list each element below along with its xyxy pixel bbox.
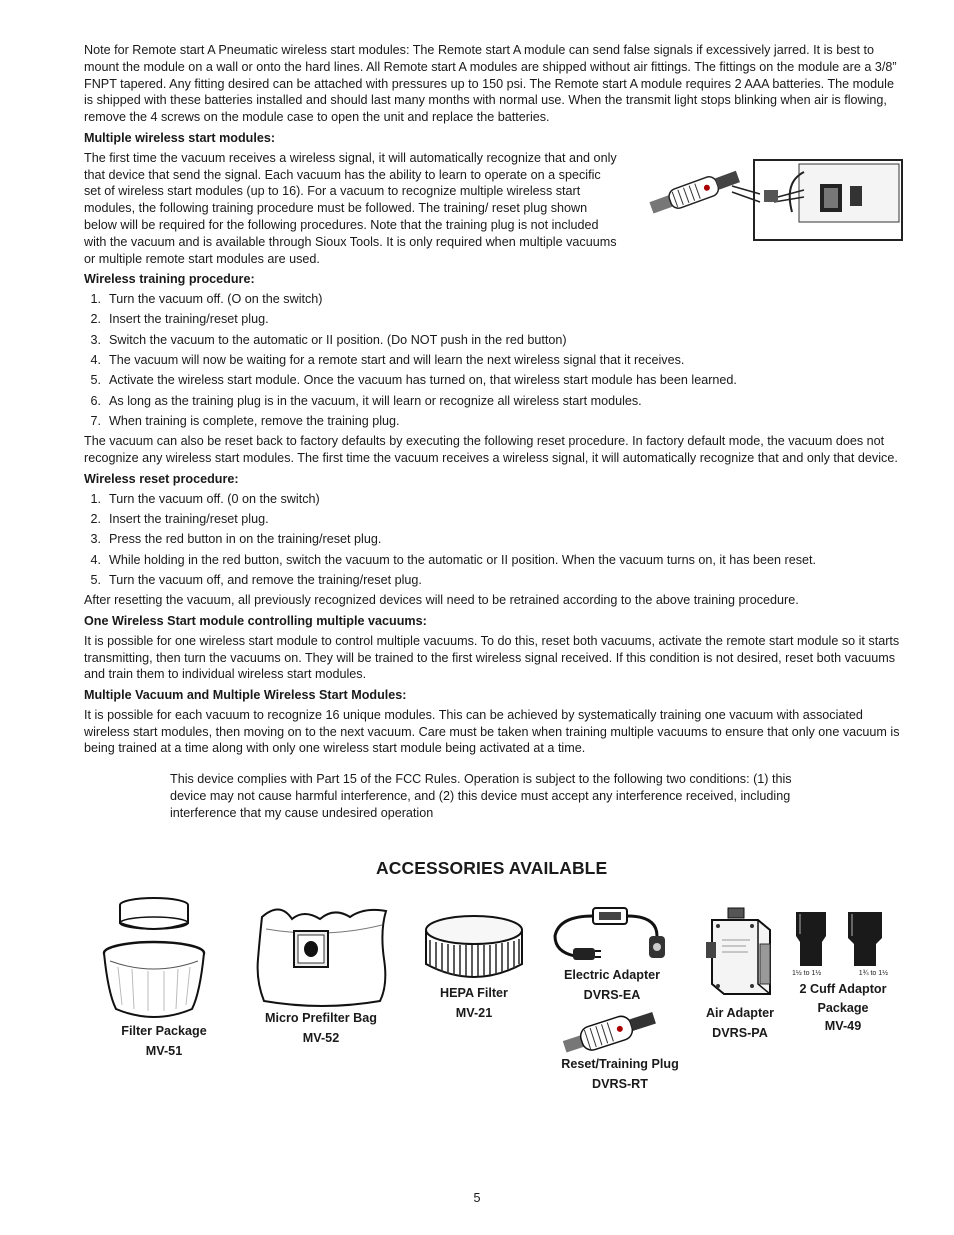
list-item: 5. Activate the wireless start module. Once the vacuum has turned on, that wireless start module has been learned. bbox=[90, 373, 737, 388]
one-module-heading: One Wireless Start module controlling multiple vacuums: bbox=[84, 613, 427, 628]
reset-heading: Wireless reset procedure: bbox=[84, 471, 239, 486]
training-heading: Wireless training procedure: bbox=[84, 272, 255, 287]
list-item: 3. Switch the vacuum to the automatic or II position. (Do NOT push in the red button) bbox=[90, 332, 567, 347]
list-item: 7. When training is complete, remove the training plug. bbox=[90, 413, 400, 428]
reset-after-text: After resetting the vacuum, all previously recognized devices will need to be retrained according to the above training procedure. bbox=[84, 593, 799, 608]
training-after-text: The vacuum can also be reset back to factory defaults by executing the following reset procedure. In factory default mode, the vacuum does not recognize any wireless start modules. The first time the vacuum receives a wireless signal, it will automatically recognize that and only that device. bbox=[84, 434, 898, 466]
accessories-title: ACCESSORIES AVAILABLE bbox=[376, 858, 608, 878]
training-plug-label: Reset/Training Plug DVRS-RT bbox=[561, 1057, 679, 1091]
air-adapter-image bbox=[704, 906, 776, 1002]
cuff-adaptors-image bbox=[792, 910, 888, 970]
filter-package-image bbox=[98, 895, 210, 1023]
multiple-modules-heading: Multiple wireless start modules: bbox=[84, 130, 276, 145]
list-item: 2. Insert the training/reset plug. bbox=[90, 312, 269, 327]
reset-steps-list bbox=[84, 491, 906, 589]
air-adapter-label: Air Adapter DVRS-PA bbox=[705, 1006, 775, 1040]
multi-vac-heading: Multiple Vacuum and Multiple Wireless Start Modules: bbox=[84, 688, 407, 703]
training-steps-list bbox=[84, 291, 906, 430]
filter-package-label: Filter Package MV-51 bbox=[121, 1024, 207, 1058]
one-module-text: It is possible for one wireless start module to control multiple vacuums. To do this, reset both vacuums, activate the remote start module so it starts transmitting, then turn the vacuums on. They will be trained to the first wireless signal received. If this condition is not desired, reset both vacuums and train them to individual wireless start modules. bbox=[84, 633, 900, 682]
electric-adapter-image bbox=[553, 906, 669, 966]
cuff-size-labels: 1½ to 1½ 1¾ to 1½ bbox=[792, 970, 888, 977]
prefilter-bag-image bbox=[256, 905, 392, 1009]
list-item: 1. Turn the vacuum off. (O on the switch) bbox=[90, 292, 323, 307]
note-paragraph: Note for Remote start A Pneumatic wireless start modules: The Remote start A module can send false signals if excessively jarred. It is best to mount the module on a wall or onto the hard lines. All Remote start A modules are shipped without air fittings. The fittings on the module are a 3/8” FNPT tapered. Any fitting desired can be attached with pressures up to 150 psi. The Remote start A module requires 2 AAA batteries. The module is shipped with these batteries installed and should last many months with normal use. When the transmit light stops blinking when air is flowing, remove the 4 screws on the module case to open the unit and replace the batteries. bbox=[84, 43, 897, 125]
fcc-statement: This device complies with Part 15 of the FCC Rules. Operation is subject to the following two conditions: (1) this device may not cause harmful interference, and (2) this device must accept any interference received, including interference that my cause undesired operation bbox=[170, 772, 792, 820]
multi-vac-text: It is possible for each vacuum to recognize 16 unique modules. This can be achieved by systematically training one vacuum with associated wireless start modules, then moving on to the next vacuum. Care must be taken when training multiple vacuums to ensure that only one vacuum is being trained at a time along with only one wireless start module being activated at a time. bbox=[84, 707, 900, 756]
hepa-filter-label: HEPA Filter MV-21 bbox=[440, 986, 508, 1020]
electric-adapter-label: Electric Adapter DVRS-EA bbox=[563, 968, 661, 1002]
list-item: 5. Turn the vacuum off, and remove the training/reset plug. bbox=[90, 572, 422, 587]
training-plug-insert-illustration bbox=[624, 150, 907, 242]
list-item: 2. Insert the training/reset plug. bbox=[90, 511, 269, 526]
list-item: 1. Turn the vacuum off. (0 on the switch) bbox=[90, 491, 320, 506]
page-number: 5 bbox=[473, 1191, 481, 1205]
cuff-adaptors-label: 2 Cuff Adaptor Package MV-49 bbox=[799, 982, 887, 1033]
list-item: 6. As long as the training plug is in the vacuum, it will learn or recognize all wireless start modules. bbox=[90, 393, 642, 408]
list-item: 4. The vacuum will now be waiting for a remote start and will learn the next wireless signal that it receives. bbox=[90, 353, 685, 368]
prefilter-bag-label: Micro Prefilter Bag MV-52 bbox=[265, 1011, 377, 1045]
list-item: 4. While holding in the red button, switch the vacuum to the automatic or II position. When the vacuum turns on, it has been reset. bbox=[90, 552, 817, 567]
training-plug-image bbox=[558, 1004, 662, 1058]
hepa-filter-image bbox=[422, 912, 526, 980]
multiple-modules-text: The first time the vacuum receives a wireless signal, it will automatically recognize that and only that device that send the signal. Each vacuum has the ability to learn to operate on a specific set of wireless start modules (up to 16). For a vacuum to recognize multiple wireless start modules, the following training procedure must be followed. The training/ reset plug shown below will be required for the following procedures. Note that the training plug is not included with the vacuum and is available through Sioux Tools. It is only required when multiple vacuums or multiple remote start modules are used. bbox=[84, 150, 617, 266]
multiple-modules-section bbox=[84, 150, 906, 268]
manual-page bbox=[84, 42, 906, 822]
list-item: 3. Press the red button in on the training/reset plug. bbox=[90, 532, 382, 547]
